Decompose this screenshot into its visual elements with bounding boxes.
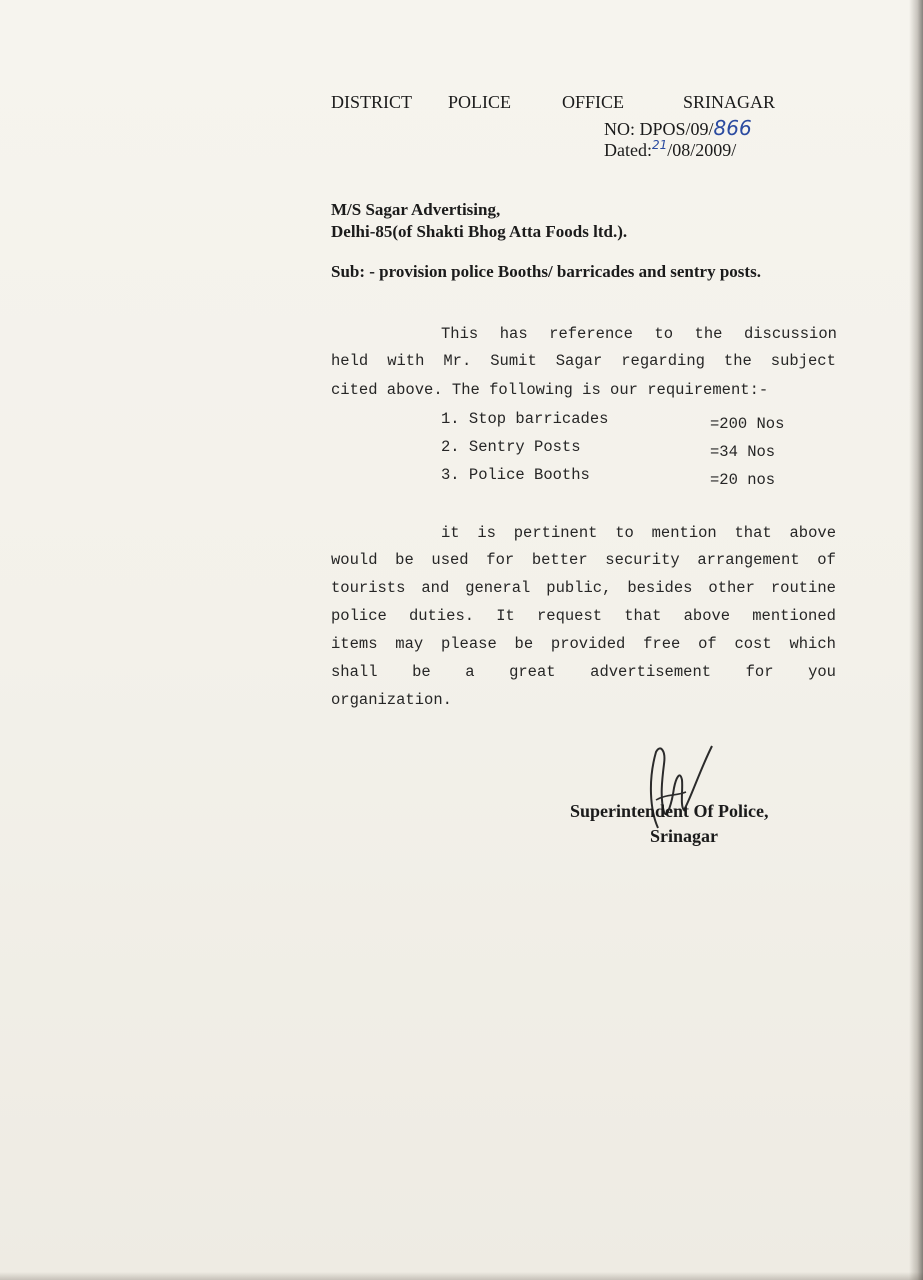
word: shall bbox=[331, 663, 378, 681]
reference-handwritten: 866 bbox=[713, 116, 752, 140]
word: is bbox=[477, 524, 496, 542]
word: to bbox=[615, 524, 634, 542]
recipient-line-2: Delhi-85(of Shakti Bhog Atta Foods ltd.). bbox=[331, 222, 628, 241]
word: and bbox=[421, 579, 450, 597]
word: above bbox=[789, 524, 836, 542]
header-police: POLICE bbox=[448, 92, 511, 112]
word: with bbox=[387, 352, 425, 370]
word: mention bbox=[651, 524, 717, 542]
word: held bbox=[331, 352, 369, 370]
subject-line: Sub: - provision police Booths/ barricades and sentry posts. bbox=[331, 262, 761, 281]
para2-line-4 bbox=[331, 607, 836, 625]
para1-line-2 bbox=[331, 352, 836, 370]
word: which bbox=[789, 635, 836, 653]
requirement-item-2-label: 2. Sentry Posts bbox=[441, 438, 581, 456]
word: regarding bbox=[621, 352, 705, 370]
word: the bbox=[723, 352, 752, 370]
date-line bbox=[604, 138, 736, 161]
reference-number bbox=[604, 116, 752, 140]
word: advertisement bbox=[590, 663, 712, 681]
para1-line-3: cited above. The following is our requirement:- bbox=[331, 381, 769, 399]
word: general bbox=[465, 579, 531, 597]
date-prefix: Dated: bbox=[604, 140, 652, 160]
word: tourists bbox=[331, 579, 406, 597]
word: duties. bbox=[408, 607, 475, 625]
word: has bbox=[499, 325, 528, 343]
word: you bbox=[808, 663, 836, 681]
word: above bbox=[683, 607, 731, 625]
word: free bbox=[643, 635, 681, 653]
word: better bbox=[531, 551, 588, 569]
signature-place: Srinagar bbox=[650, 826, 719, 846]
word: great bbox=[509, 663, 556, 681]
para2-line-1 bbox=[441, 524, 836, 542]
requirement-item-1-label: 1. Stop barricades bbox=[441, 410, 609, 428]
word: police bbox=[331, 607, 387, 625]
para2-line-3 bbox=[331, 579, 836, 597]
word: This bbox=[441, 325, 479, 343]
word: request bbox=[536, 607, 603, 625]
word: reference bbox=[549, 325, 633, 343]
date-handwritten: 21 bbox=[651, 138, 668, 152]
recipient-line-1: M/S Sagar Advertising, bbox=[331, 200, 501, 219]
word: of bbox=[698, 635, 717, 653]
reference-prefix: NO: DPOS/09/ bbox=[604, 119, 714, 139]
word: to bbox=[654, 325, 673, 343]
word: be bbox=[412, 663, 431, 681]
word: that bbox=[734, 524, 772, 542]
word: discussion bbox=[743, 325, 837, 343]
word: besides bbox=[627, 579, 693, 597]
word: be bbox=[395, 551, 414, 569]
word: arrangement bbox=[697, 551, 800, 569]
word: that bbox=[624, 607, 662, 625]
word: please bbox=[440, 635, 497, 653]
word: may bbox=[395, 635, 424, 653]
para2-line-5 bbox=[331, 635, 836, 653]
para2-line-6 bbox=[331, 663, 836, 681]
date-rest: /08/2009/ bbox=[667, 140, 737, 160]
header-city: SRINAGAR bbox=[683, 92, 776, 112]
word: other bbox=[708, 579, 755, 597]
word: cost bbox=[734, 635, 772, 653]
word: would bbox=[331, 551, 378, 569]
requirement-item-3-qty: =20 nos bbox=[710, 471, 776, 489]
para2-line-7: organization. bbox=[331, 691, 452, 709]
word: provided bbox=[550, 635, 626, 653]
word: of bbox=[817, 551, 836, 569]
word: routine bbox=[770, 579, 836, 597]
word: pertinent bbox=[513, 524, 598, 542]
word: Mr. bbox=[443, 352, 472, 370]
word: public, bbox=[546, 579, 612, 597]
word: the bbox=[694, 325, 723, 343]
requirement-item-3-label: 3. Police Booths bbox=[441, 466, 590, 484]
paper-shadow-right bbox=[909, 0, 923, 1280]
header-office: OFFICE bbox=[562, 92, 625, 112]
word: be bbox=[514, 635, 534, 653]
word: subject bbox=[770, 352, 836, 370]
word: used bbox=[431, 551, 469, 569]
para1-line-1 bbox=[441, 325, 837, 343]
requirement-item-2-qty: =34 Nos bbox=[710, 443, 776, 461]
paper-shadow-bottom bbox=[0, 1272, 923, 1280]
word: Sagar bbox=[555, 352, 603, 370]
word: for bbox=[486, 551, 515, 569]
word: security bbox=[605, 551, 680, 569]
word: Sumit bbox=[490, 352, 537, 370]
signature-title: Superintendent Of Police, bbox=[570, 801, 769, 821]
word: a bbox=[465, 663, 475, 681]
requirement-item-1-qty: =200 Nos bbox=[710, 415, 785, 433]
word: for bbox=[745, 663, 774, 681]
para2-line-2 bbox=[331, 551, 836, 569]
word: items bbox=[331, 635, 378, 653]
word: mentioned bbox=[752, 607, 836, 625]
word: it bbox=[441, 524, 460, 542]
header-district: DISTRICT bbox=[331, 92, 412, 112]
word: It bbox=[496, 607, 515, 625]
